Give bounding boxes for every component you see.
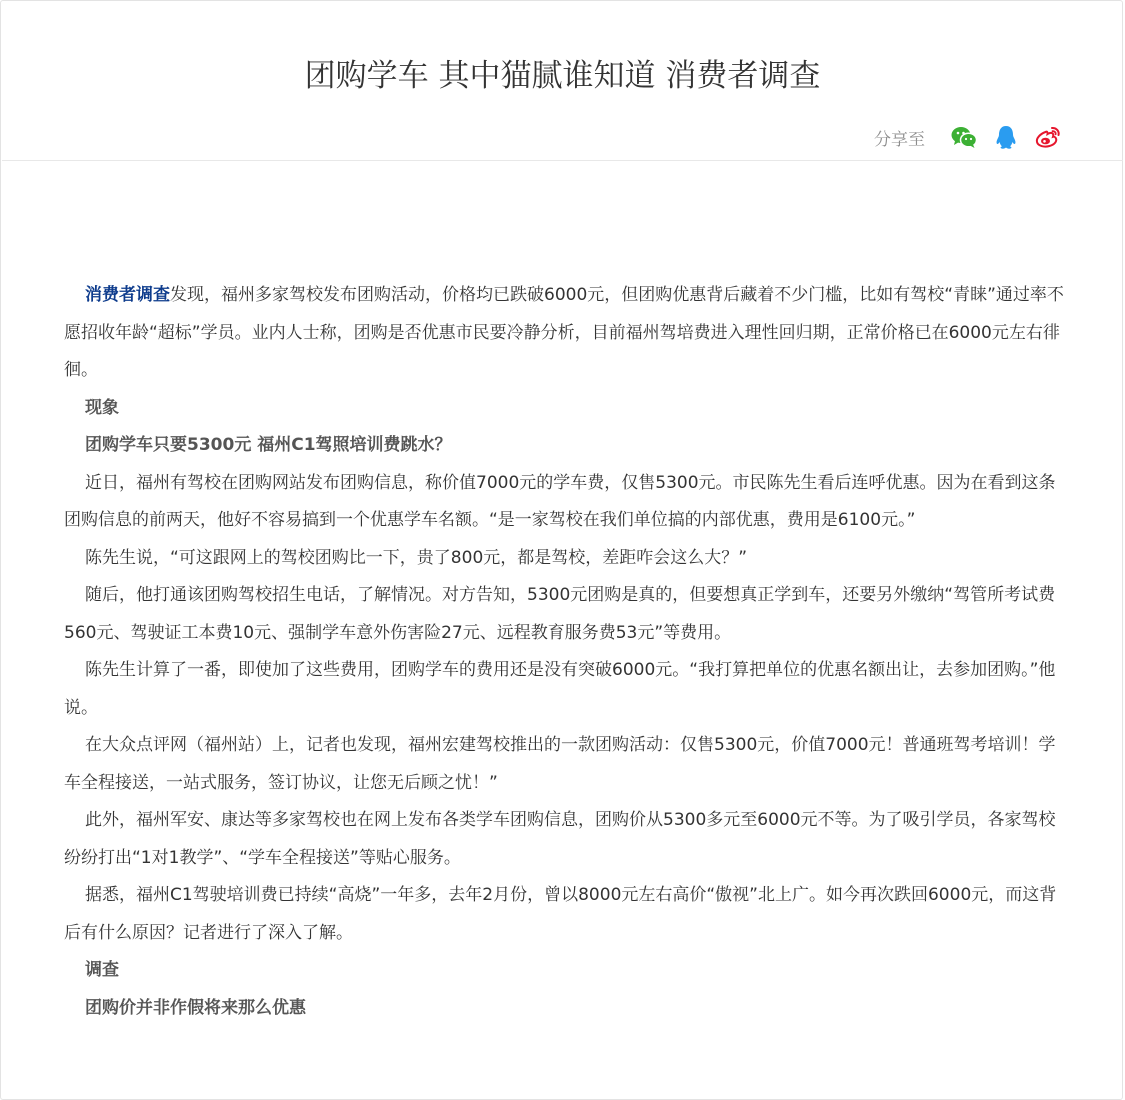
share-bar <box>874 121 1063 153</box>
intro-paragraph <box>64 277 1064 390</box>
paragraph: 此外，福州军安、康达等多家驾校也在网上发布各类学车团购信息，团购价从5300多元至6000元不等。为了吸引学员，各家驾校纷纷打出“1对1教学”、“学车全程接送”等贴心服务。 <box>64 810 1056 868</box>
section-heading: 现象 <box>85 397 119 418</box>
keyword-link[interactable]: 消费者调查 <box>85 285 170 305</box>
paragraph: 陈先生说，“可这跟网上的驾校团购比一下，贵了800元，都是驾校，差距咋会这么大？” <box>85 547 748 568</box>
paragraph: 据悉，福州C1驾驶培训费已持续“高烧”一年多，去年2月份，曾以8000元左右高价“傲视”北上广。如今再次跌回6000元，而这背后有什么原因？记者进行了深入了解。 <box>64 885 1057 943</box>
article-header <box>2 2 1123 161</box>
section-heading: 调查 <box>85 960 119 980</box>
wechat-icon[interactable] <box>949 122 979 152</box>
subheading: 团购学车只要5300元 福州C1驾照培训费跳水？ <box>85 435 452 455</box>
paragraph: 在大众点评网（福州站）上，记者也发现，福州宏建驾校推出的一款团购活动：仅售5300元，价值7000元！普通班驾考培训！学车全程接送，一站式服务，签订协议，让您无后顾之忧！” <box>64 735 1056 793</box>
paragraph: 随后，他打通该团购驾校招生电话，了解情况。对方告知，5300元团购是真的，但要想真正学到车，还要另外缴纳“驾管所考试费560元、驾驶证工本费10元、强制学车意外伤害险27元、远程教育服务费53元”等费用。 <box>64 585 1056 643</box>
qq-icon[interactable] <box>991 122 1021 152</box>
intro-text: 发现，福州多家驾校发布团购活动，价格均已跌破6000元，但团购优惠背后藏着不少门槛，比如有驾校“青睐”通过率不愿招收年龄“超标”学员。业内人士称，团购是否优惠市民要冷静分析，目前福州驾培费进入理性回归期，正常价格已在6000元左右徘徊。 <box>64 285 1064 380</box>
paragraph: 近日，福州有驾校在团购网站发布团购信息，称价值7000元的学车费，仅售5300元。市民陈先生看后连呼优惠。因为在看到这条团购信息的前两天，他好不容易搞到一个优惠学车名额。“是一家驾校在我们单位搞的内部优惠，费用是6100元。” <box>64 472 1056 530</box>
article-body <box>64 277 1064 1027</box>
article-title: 团购学车 其中猫腻谁知道 消费者调查 <box>304 58 821 94</box>
share-label: 分享至 <box>874 129 925 150</box>
weibo-icon[interactable] <box>1033 122 1063 152</box>
paragraph: 陈先生计算了一番，即使加了这些费用，团购学车的费用还是没有突破6000元。“我打算把单位的优惠名额出让，去参加团购。”他说。 <box>64 660 1056 718</box>
subheading: 团购价并非作假将来那么优惠 <box>85 997 306 1018</box>
